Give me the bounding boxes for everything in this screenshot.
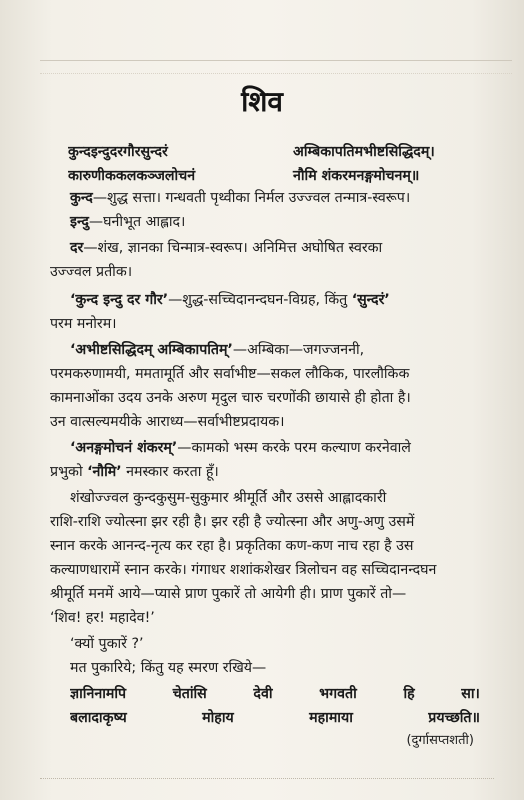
page-bottom-edge [40, 778, 494, 781]
para-shankh-line1: शंखोज्ज्वल कुन्दकुसुम-सुकुमार श्रीमूर्ति और उससे आह्लादकारी [70, 490, 387, 506]
para-dar-line2: उज्ज्वल प्रतीक। [50, 264, 133, 280]
instruction-line: मत पुकारिये; किंतु यह स्मरण रखिये— [70, 660, 267, 676]
para-abhisht-line4: उन वात्सल्यमयीके आराध्य—सर्वाभीष्टप्रदायक। [50, 414, 285, 430]
para-shankh-line4: कल्याणधारामें स्नान करके। गंगाधर शशांकशेखर त्रिलोचन वह सच्चिदानन्दघन [50, 562, 437, 578]
verse2-line2: बलादाकृष्य मोहाय महामाया प्रयच्छति॥ [70, 710, 480, 726]
para-anang-line2: प्रभुको ‘नौमि’ नमस्कार करता हूँ। [50, 464, 219, 480]
para-abhisht-line3: कामनाओंका उदय उनके अरुण मृदुल चारु चरणोंकी छायासे ही होता है। [50, 390, 411, 406]
citation: (दुर्गासप्तशती) [406, 733, 474, 748]
para-kund: कुन्द—शुद्ध सत्ता। गन्धवती पृथ्वीका निर्मल उज्ज्वल तन्मात्र-स्वरूप। [70, 190, 411, 206]
verse1-line1: कुन्दइन्दुदरगौरसुन्दरं अम्बिकापतिमभीष्टसिद्धिदम्। [68, 144, 435, 160]
page-top-edge [40, 60, 512, 74]
para-kundindu-line1: ‘कुन्द इन्दु दर गौर’—शुद्ध-सच्चिदानन्दघन-विग्रह, किंतु ‘सुन्दरं’ [70, 292, 390, 308]
page-title: शिव [241, 85, 283, 118]
para-shankh-line5: श्रीमूर्ति मनमें आये—प्यासे प्राण पुकारें तो आयेगी ही। प्राण पुकारें तो— [50, 586, 407, 602]
para-kundindu-line2: परम मनोरम। [50, 316, 117, 332]
verse2-line1: ज्ञानिनामपि चेतांसि देवी भगवती हि सा। [70, 686, 480, 702]
para-shankh-line2: राशि-राशि ज्योत्स्ना झर रही है। झर रही है ज्योत्स्ना और अणु-अणु उसमें [50, 514, 415, 530]
para-shankh-line6: ‘शिव! हर! महादेव!’ [50, 610, 155, 626]
verse1-line2: कारुणीककलकञ्जलोचनं नौमि शंकरमनङ्गमोचनम्॥ [68, 168, 420, 184]
para-indu: इन्दु—घनीभूत आह्लाद। [70, 214, 186, 230]
para-dar-line1: दर—शंख, ज्ञानका चिन्मात्र-स्वरूप। अनिमित्त अघोषित स्वरका [70, 240, 383, 256]
para-abhisht-line1: ‘अभीष्टसिद्धिदम् अम्बिकापतिम्’—अम्बिका—जगज्जननी, [70, 342, 365, 358]
para-shankh-line3: स्नान करके आनन्द-नृत्य कर रहा है। प्रकृतिका कण-कण नाच रहा है उस [50, 538, 414, 554]
para-anang-line1: ‘अनङ्गमोचनं शंकरम्’—कामको भस्म करके परम कल्याण करनेवाले [70, 440, 411, 456]
para-abhisht-line2: परमकरुणामयी, ममतामूर्ति और सर्वाभीष्ट—सकल लौकिक, पारलौकिक [50, 366, 410, 382]
question-line: ‘क्यों पुकारें ?’ [70, 636, 144, 652]
